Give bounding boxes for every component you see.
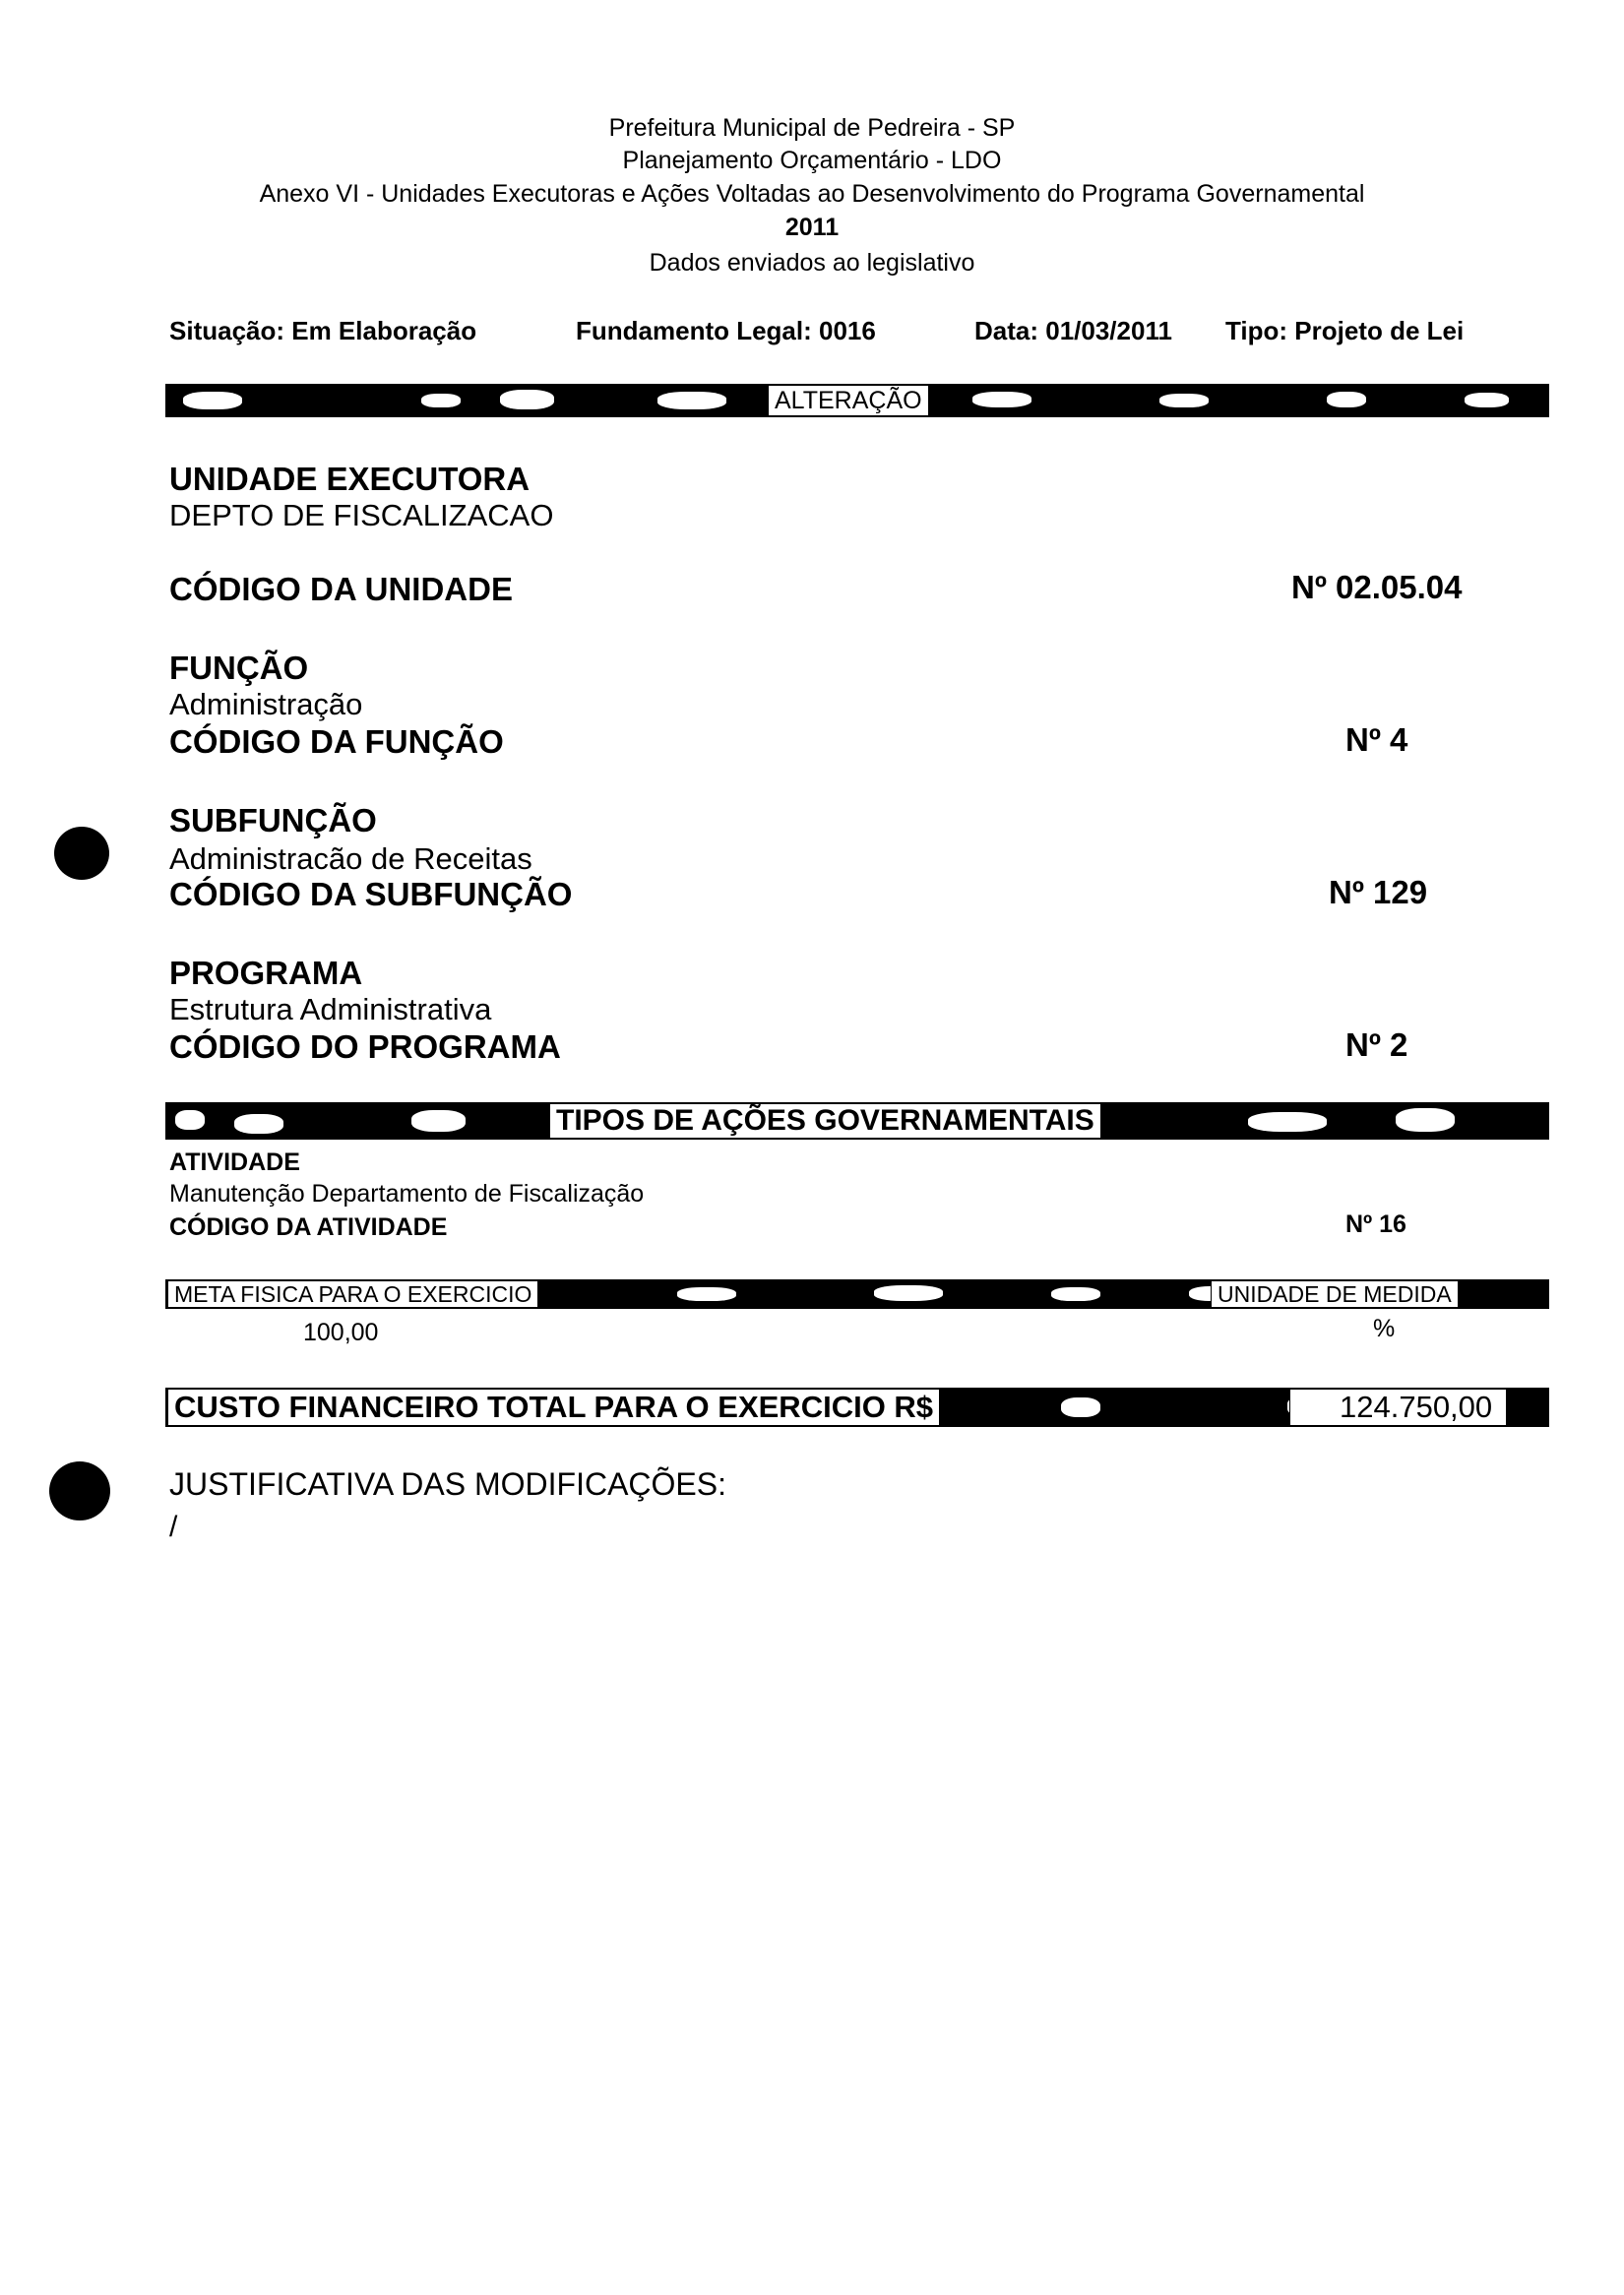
funcao-code: Nº 4 [1345,721,1408,758]
header-annex: Anexo VI - Unidades Executoras e Ações Voltadas ao Desenvolvimento do Programa Governamental [259,180,1365,208]
subfuncao-label: SUBFUNÇÃO [169,802,377,838]
funcao-code-label: CÓDIGO DA FUNÇÃO [169,723,504,760]
punch-hole-bottom [49,1461,110,1520]
meta-tipo: Tipo: Projeto de Lei [1225,316,1465,345]
custo-label: CUSTO FINANCEIRO TOTAL PARA O EXERCICIO R$ [167,1389,940,1426]
atividade-code-label: CÓDIGO DA ATIVIDADE [169,1213,448,1241]
subfuncao-code-label: CÓDIGO DA SUBFUNÇÃO [169,876,573,912]
tipos-acoes-label: TIPOS DE AÇÕES GOVERNAMENTAIS [549,1103,1101,1139]
justificativa-value: / [169,1511,178,1543]
funcao-value: Administração [169,687,363,721]
programa-value: Estrutura Administrativa [169,992,492,1026]
custo-bar [165,1388,1549,1427]
unidade-code-label: CÓDIGO DA UNIDADE [169,571,513,607]
atividade-value: Manutenção Departamento de Fiscalização [169,1180,645,1208]
meta-situacao: Situação: Em Elaboração [169,316,477,345]
header-year: 2011 [784,214,840,241]
programa-code: Nº 2 [1345,1026,1408,1063]
unidade-medida-value: % [1373,1315,1396,1342]
subfuncao-value: Administracão de Receitas [169,841,532,876]
meta-data: Data: 01/03/2011 [974,316,1172,345]
atividade-label: ATIVIDADE [169,1148,300,1176]
unidade-code: Nº 02.05.04 [1291,569,1463,605]
justificativa-label: JUSTIFICATIVA DAS MODIFICAÇÕES: [169,1466,726,1502]
punch-hole-top [54,827,109,880]
custo-value: 124.750,00 [1289,1389,1507,1426]
header-planning: Planejamento Orçamentário - LDO [622,147,1002,174]
programa-label: PROGRAMA [169,955,363,991]
funcao-label: FUNÇÃO [169,650,309,686]
header-note: Dados enviados ao legislativo [649,249,975,277]
meta-fisica-label: META FISICA PARA O EXERCICIO [167,1280,538,1308]
alteracao-label: ALTERAÇÃO [768,385,929,416]
alteracao-bar [165,384,1549,417]
subfuncao-code: Nº 129 [1329,874,1428,910]
meta-fundamento: Fundamento Legal: 0016 [576,316,876,345]
atividade-code: Nº 16 [1345,1210,1406,1238]
meta-fisica-bar [165,1279,1549,1309]
unidade-label: UNIDADE EXECUTORA [169,461,531,497]
unidade-value: DEPTO DE FISCALIZACAO [169,498,554,532]
meta-fisica-value: 100,00 [303,1319,379,1346]
tipos-acoes-bar [165,1102,1549,1140]
programa-code-label: CÓDIGO DO PROGRAMA [169,1028,561,1065]
header-org: Prefeitura Municipal de Pedreira - SP [608,114,1016,142]
unidade-medida-label: UNIDADE DE MEDIDA [1211,1280,1459,1308]
